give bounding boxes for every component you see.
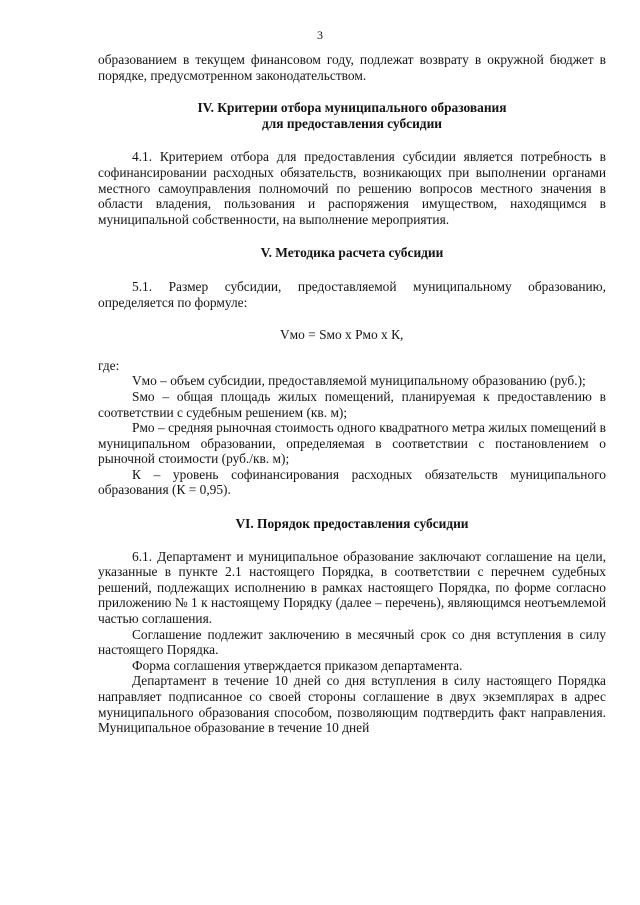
section-5-heading: V. Методика расчета субсидии	[260, 245, 444, 261]
definition-v: Vмо – объем субсидии, предоставляемой муниципальному образованию (руб.);	[132, 373, 586, 389]
paragraph-6-4: Департамент в течение 10 дней со дня вступления в силу настоящего Порядка направляет подписанное со своей стороны соглашение в двух экземплярах в адрес муниципального образования способом, позволяющим подтвердить факт направления. Муниципальное образование в течение 10 дней	[98, 673, 606, 736]
paragraph-6-2: Соглашение подлежит заключению в месячный срок со дня вступления в силу настоящего Порядка.	[98, 626, 606, 658]
definition-s: Sмо – общая площадь жилых помещений, планируемая к предоставлению в соответствии с судебным решением (кв. м);	[98, 388, 606, 420]
section-4-heading	[98, 100, 606, 131]
paragraph-5-1: 5.1. Размер субсидии, предоставляемой муниципальному образованию, определяется по формуле:	[98, 278, 606, 310]
section-4-title-line1: IV. Критерии отбора муниципального образования	[197, 100, 507, 116]
section-6-heading: VI. Порядок предоставления субсидии	[235, 516, 469, 532]
formula: Vмо = Sмо x Рмо x К,	[280, 327, 404, 343]
definition-p: Рмо – средняя рыночная стоимость одного квадратного метра жилых помещений в муниципальном образовании, определяемая в соответствии с постановлением о рыночной стоимости (руб./кв. м);	[98, 420, 606, 467]
intro-paragraph: образованием в текущем финансовом году, подлежат возврату в окружной бюджет в порядке, предусмотренном законодательством.	[98, 52, 606, 83]
section-4-title-line2: для предоставления субсидии	[261, 115, 443, 131]
document-body	[98, 52, 606, 736]
where-label: где:	[98, 357, 120, 373]
paragraph-6-3: Форма соглашения утверждается приказом департамента.	[132, 657, 463, 673]
page-number: 3	[317, 28, 323, 42]
paragraph-6-1: 6.1. Департамент и муниципальное образование заключают соглашение на цели, указанные в пункте 2.1 настоящего Порядка, в соответствии с перечнем судебных решений, подлежащих исполнению в рамках настоящего Порядка, по форме согласно приложению № 1 к настоящему Порядку (далее – перечень), являющимся неотъемлемой частью соглашения.	[98, 548, 606, 627]
paragraph-4-1: 4.1. Критерием отбора для предоставления субсидии является потребность в софинансировании расходных обязательств, возникающих при выполнении органами местного самоуправления полномочий по решению вопросов местного значения в области владения, пользования и распоряжения имуществом, находящимся в муниципальной собственности, на выполнение мероприятия.	[98, 149, 606, 227]
definition-k: К – уровень софинансирования расходных обязательств муниципального образования (К = 0,95).	[98, 466, 606, 498]
